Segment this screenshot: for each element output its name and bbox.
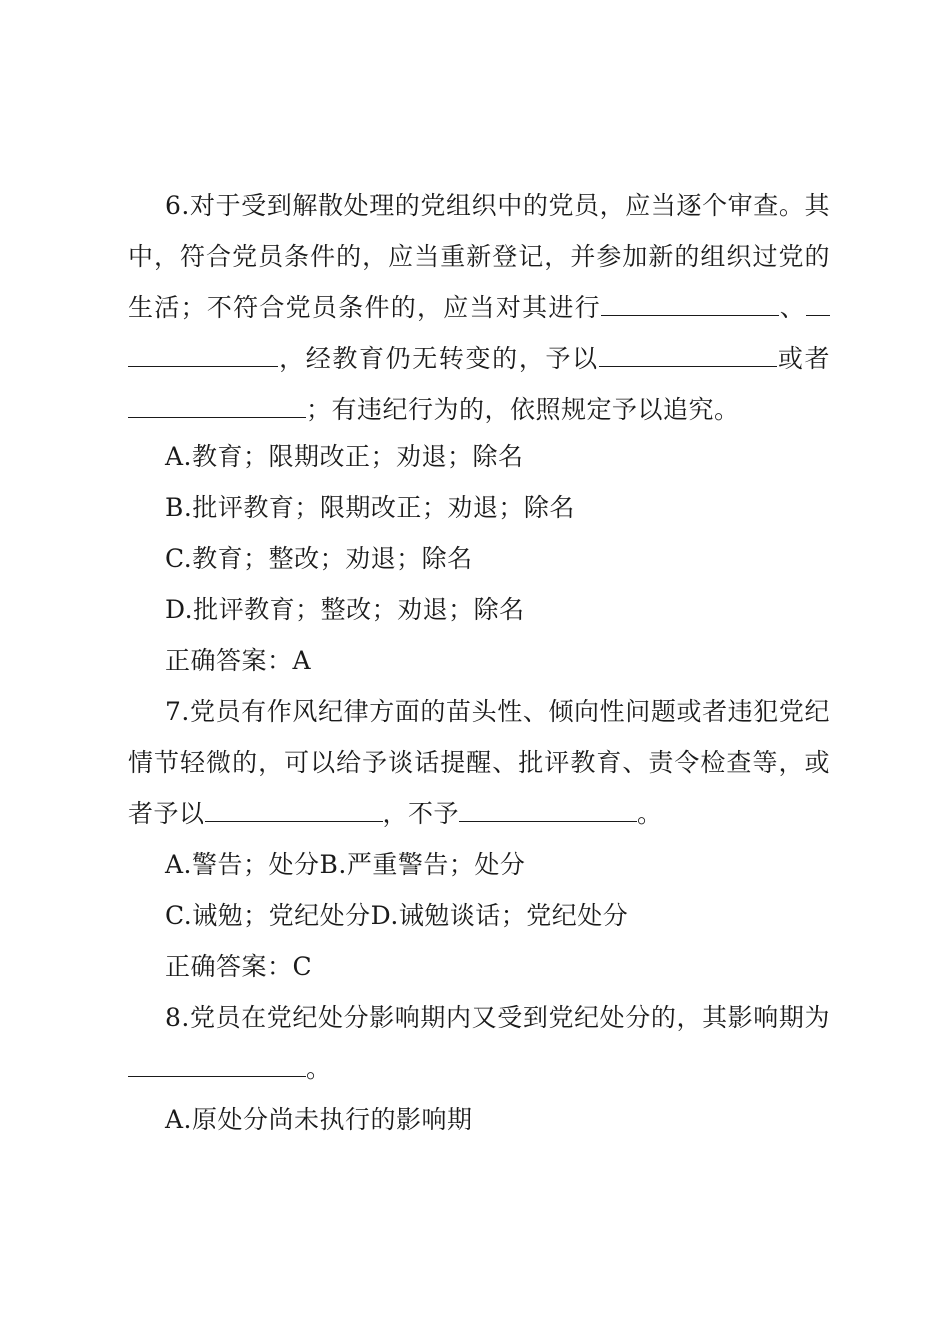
fill-blank [806,295,830,316]
fill-blank [128,397,306,418]
question-7-part-2: ，不予 [382,799,460,828]
fill-blank [599,346,777,367]
question-6-part-4: 或者 [776,344,830,373]
fill-blank [128,1056,306,1077]
question-6-option-c: C.教育；整改；劝退；除名 [165,544,473,573]
question-8-part-2: 。 [306,1054,332,1083]
question-6-part-2: 、 [778,293,806,322]
fill-blank [459,801,637,822]
question-7-text [128,686,830,839]
question-6-answer: 正确答案：A [165,646,312,675]
question-7-part-1: 7.党员有作风纪律方面的苗头性、倾向性问题或者违犯党纪情节轻微的，可以给予谈话提醒、批评教育、责令检查等，或者予以 [128,697,830,828]
question-7-answer: 正确答案：C [165,952,313,981]
question-6-text [128,180,830,435]
fill-blank [128,346,278,367]
question-6-option-d: D.批评教育；整改；劝退；除名 [165,595,525,624]
question-8-text [128,992,830,1094]
question-7-part-3: 。 [637,799,663,828]
question-6-part-1: 6.对于受到解散处理的党组织中的党员，应当逐个审查。其中，符合党员条件的，应当重新登记，并参加新的组织过党的生活；不符合党员条件的，应当对其进行 [128,191,830,322]
question-6-part-5: ；有违纪行为的，依照规定予以追究。 [306,395,740,424]
question-7-options-ab: A.警告；处分B.严重警告；处分 [165,850,526,879]
question-6-part-3: ，经教育仍无转变的，予以 [278,344,599,373]
question-6-option-a: A.教育；限期改正；劝退；除名 [165,442,524,471]
question-7-options-cd: C.诫勉；党纪处分D.诫勉谈话；党纪处分 [165,901,629,930]
question-8-option-a: A.原处分尚未执行的影响期 [165,1105,473,1134]
question-8-part-1: 8.党员在党纪处分影响期内又受到党纪处分的，其影响期为 [165,1003,830,1032]
fill-blank [601,295,779,316]
fill-blank [205,801,383,822]
question-6-option-b: B.批评教育；限期改正；劝退；除名 [165,493,575,522]
